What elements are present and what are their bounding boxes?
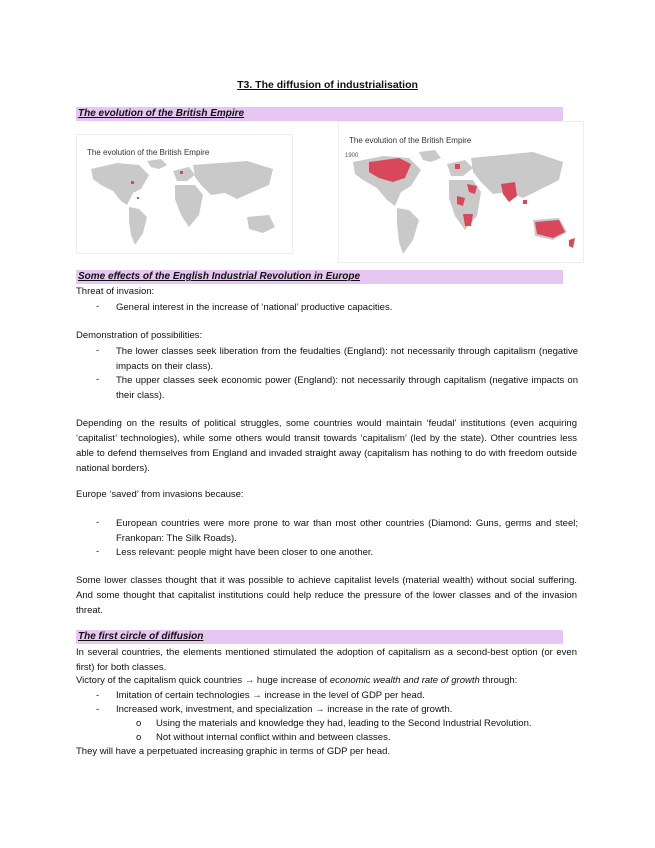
closing-line: They will have a perpetuated increasing graphic in terms of GDP per head. <box>76 746 391 757</box>
sub-bullet-marker: o <box>136 732 142 743</box>
first-circle-sub-conflict: Not without internal conflict within and between classes. <box>156 732 391 743</box>
dash-marker: - <box>96 374 100 385</box>
paragraph-political-struggles: Depending on the results of political struggles, some countries would maintain ‘feudal’ institutions (even acquiring ‘capitalist’ technologies), while some others would transit towards ‘capitalism’ (led by the state). Other countries less able to defend themselves from England and invaded straight away (capitalism has nothing to do with freedom outside national borders). <box>76 418 577 474</box>
empire-india-shape <box>501 182 517 202</box>
map-british-empire-early <box>76 134 293 254</box>
dash-marker: - <box>96 517 100 528</box>
africa-shape <box>175 185 203 227</box>
section-heading-british-empire: The evolution of the British Empire <box>76 107 563 121</box>
victory-line <box>76 674 517 689</box>
south-america-shape <box>397 208 419 254</box>
saved-bullet-war: European countries were more prone to war than most other countries (Diamond: Guns, germs and steel; Frankopan: The Silk Roads). <box>116 518 578 544</box>
world-map-right <box>339 122 583 262</box>
south-america-shape <box>129 207 147 245</box>
demo-bullet-upper-classes: The upper classes seek economic power (England): not necessarily through capitalism (negative impacts on their class). <box>116 375 578 401</box>
saved-bullet-closer: Less relevant: people might have been closer to one another. <box>116 547 374 558</box>
world-map-left <box>77 135 292 253</box>
section-heading-first-circle: The first circle of diffusion <box>76 630 563 644</box>
map-right-title: The evolution of the British Empire <box>349 136 472 145</box>
first-circle-bullet-imitation: Imitation of certain technologies → increase in the level of GDP per head. <box>116 690 425 701</box>
paragraph-several-countries: In several countries, the elements mentioned stimulated the adoption of capitalism as a second-best option (or even first) for both classes. <box>76 647 577 673</box>
map-left-title: The evolution of the British Empire <box>87 148 210 157</box>
document-title: T3. The diffusion of industrialisation <box>237 79 418 91</box>
demo-bullet-lower-classes: The lower classes seek liberation from the feudalties (England): not necessarily through capitalism (negative impacts on their class). <box>116 346 578 372</box>
victory-prefix: Victory of the capitalism quick countries → huge increase of <box>76 675 330 686</box>
asia-shape <box>193 161 273 199</box>
threat-bullet: General interest in the increase of ‘national’ productive capacities. <box>116 302 393 313</box>
dash-marker: - <box>96 690 100 701</box>
empire-malaya-shape <box>523 200 527 204</box>
dash-marker: - <box>96 301 100 312</box>
dash-marker: - <box>96 345 100 356</box>
north-america-shape <box>91 163 149 205</box>
empire-americas-mark <box>131 181 134 184</box>
asia-shape <box>471 152 563 198</box>
victory-suffix: through: <box>479 675 518 686</box>
australia-shape <box>247 215 275 233</box>
demo-label: Demonstration of possibilities: <box>76 330 203 341</box>
dash-marker: - <box>96 704 100 715</box>
section-heading-effects: Some effects of the English Industrial Revolution in Europe <box>76 270 563 284</box>
paragraph-lower-classes: Some lower classes thought that it was possible to achieve capitalist levels (material wealth) without social suffering. And some thought that capitalist institutions could help reduce the pressure of the lower classes and of the invasion threat. <box>76 575 577 616</box>
victory-emphasis: economic wealth and rate of growth <box>329 675 480 686</box>
empire-britain-shape <box>455 164 460 169</box>
threat-label: Threat of invasion: <box>76 286 155 297</box>
sub-bullet-marker: o <box>136 718 142 729</box>
empire-new-zealand-shape <box>569 238 575 248</box>
first-circle-bullet-work: Increased work, investment, and specialization → increase in the rate of growth. <box>116 704 453 715</box>
map-british-empire-1900 <box>338 121 584 263</box>
dash-marker: - <box>96 546 100 557</box>
saved-label: Europe ‘saved’ from invasions because: <box>76 489 244 500</box>
first-circle-sub-materials: Using the materials and knowledge they had, leading to the Second Industrial Revolution. <box>156 718 532 729</box>
europe-shape <box>173 167 195 181</box>
empire-caribbean-mark <box>137 197 139 199</box>
greenland-shape <box>147 159 167 169</box>
map-right-year: 1900 <box>345 153 359 159</box>
greenland-shape <box>419 150 441 162</box>
empire-britain-mark <box>180 171 183 174</box>
